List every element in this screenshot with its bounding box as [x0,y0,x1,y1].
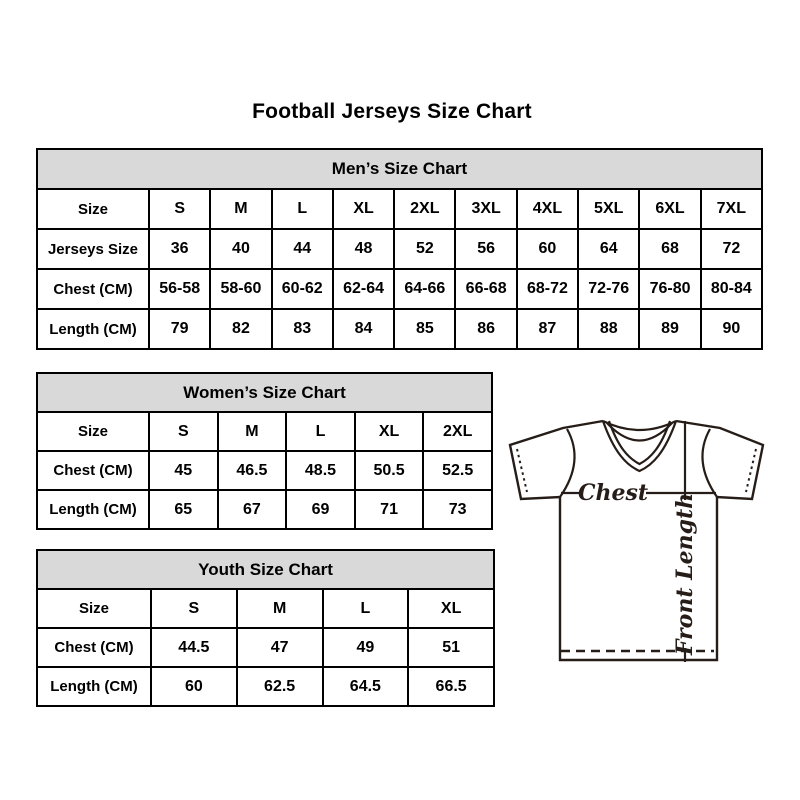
mens-cell-r1c6: 56 [455,229,516,269]
mens-row-3 [37,309,762,349]
chest-label: Chest [577,480,649,506]
womens-row-1 [37,451,492,490]
mens-cell-r2c9: 76-80 [639,269,700,309]
womens-table-title: Women’s Size Chart [37,373,492,412]
mens-cell-r0c2: M [210,189,271,229]
womens-cell-r1c5: 52.5 [423,451,492,490]
youth-cell-r2c4: 66.5 [408,667,494,706]
mens-cell-r3c1: 79 [149,309,210,349]
womens-cell-r0c4: XL [355,412,424,451]
jersey-collar [603,421,676,471]
mens-cell-r2c7: 68-72 [517,269,578,309]
womens-cell-r2c1: 65 [149,490,218,529]
left-armhole-seam [560,429,575,497]
mens-cell-r1c1: 36 [149,229,210,269]
youth-cell-r2c2: 62.5 [237,667,323,706]
jersey-measurement-diagram [505,408,771,674]
mens-cell-r1c2: 40 [210,229,271,269]
youth-table-title: Youth Size Chart [37,550,494,589]
youth-row-header: Size [37,589,151,628]
youth-cell-r0c4: XL [408,589,494,628]
youth-size-table [36,549,495,707]
mens-cell-r3c5: 85 [394,309,455,349]
mens-cell-r0c9: 6XL [639,189,700,229]
youth-cell-r2c3: 64.5 [323,667,409,706]
womens-cell-r0c5: 2XL [423,412,492,451]
mens-cell-r3c3: 83 [272,309,333,349]
mens-cell-r1c7: 60 [517,229,578,269]
youth-header-row [37,550,494,589]
mens-cell-r0c6: 3XL [455,189,516,229]
mens-cell-r1c10: 72 [701,229,762,269]
page-title: Football Jerseys Size Chart [252,100,532,123]
womens-cell-r1c1: 45 [149,451,218,490]
mens-cell-r3c2: 82 [210,309,271,349]
mens-row-header: Size [37,189,149,229]
mens-size-table [36,148,763,350]
womens-size-table [36,372,493,530]
womens-row-0 [37,412,492,451]
mens-cell-r0c10: 7XL [701,189,762,229]
womens-cell-r0c3: L [286,412,355,451]
mens-header-row [37,149,762,189]
mens-cell-r3c4: 84 [333,309,394,349]
youth-cell-r1c2: 47 [237,628,323,667]
womens-cell-r1c4: 50.5 [355,451,424,490]
mens-cell-r0c5: 2XL [394,189,455,229]
mens-cell-r0c1: S [149,189,210,229]
youth-cell-r1c3: 49 [323,628,409,667]
mens-cell-r1c3: 44 [272,229,333,269]
youth-row-2 [37,667,494,706]
mens-row-2 [37,269,762,309]
youth-row-header: Chest (CM) [37,628,151,667]
youth-cell-r0c3: L [323,589,409,628]
youth-cell-r1c1: 44.5 [151,628,237,667]
womens-header-row [37,373,492,412]
youth-row-header: Length (CM) [37,667,151,706]
mens-cell-r1c9: 68 [639,229,700,269]
mens-cell-r2c1: 56-58 [149,269,210,309]
mens-cell-r0c8: 5XL [578,189,639,229]
mens-cell-r1c4: 48 [333,229,394,269]
mens-cell-r1c5: 52 [394,229,455,269]
womens-cell-r2c2: 67 [218,490,287,529]
mens-cell-r2c2: 58-60 [210,269,271,309]
jersey-outline [510,421,763,660]
mens-table-title: Men’s Size Chart [37,149,762,189]
youth-cell-r0c1: S [151,589,237,628]
womens-row-2 [37,490,492,529]
womens-row-header: Size [37,412,149,451]
mens-cell-r2c10: 80-84 [701,269,762,309]
mens-cell-r1c8: 64 [578,229,639,269]
womens-cell-r1c3: 48.5 [286,451,355,490]
mens-cell-r3c10: 90 [701,309,762,349]
mens-cell-r2c8: 72-76 [578,269,639,309]
youth-row-1 [37,628,494,667]
mens-cell-r0c7: 4XL [517,189,578,229]
womens-cell-r1c2: 46.5 [218,451,287,490]
mens-cell-r3c8: 88 [578,309,639,349]
mens-row-header: Chest (CM) [37,269,149,309]
youth-cell-r1c4: 51 [408,628,494,667]
mens-row-0 [37,189,762,229]
youth-cell-r2c1: 60 [151,667,237,706]
mens-row-header: Jerseys Size [37,229,149,269]
youth-cell-r0c2: M [237,589,323,628]
right-armhole-seam [702,429,717,497]
womens-cell-r2c5: 73 [423,490,492,529]
mens-cell-r3c7: 87 [517,309,578,349]
mens-cell-r0c3: L [272,189,333,229]
mens-cell-r3c9: 89 [639,309,700,349]
womens-row-header: Length (CM) [37,490,149,529]
mens-cell-r0c4: XL [333,189,394,229]
youth-row-0 [37,589,494,628]
mens-row-header: Length (CM) [37,309,149,349]
mens-cell-r2c5: 64-66 [394,269,455,309]
front-length-label: Front Length [672,492,698,656]
womens-row-header: Chest (CM) [37,451,149,490]
womens-cell-r2c4: 71 [355,490,424,529]
mens-row-1 [37,229,762,269]
womens-cell-r2c3: 69 [286,490,355,529]
mens-cell-r2c3: 60-62 [272,269,333,309]
womens-cell-r0c2: M [218,412,287,451]
mens-cell-r3c6: 86 [455,309,516,349]
mens-cell-r2c4: 62-64 [333,269,394,309]
womens-cell-r0c1: S [149,412,218,451]
mens-cell-r2c6: 66-68 [455,269,516,309]
